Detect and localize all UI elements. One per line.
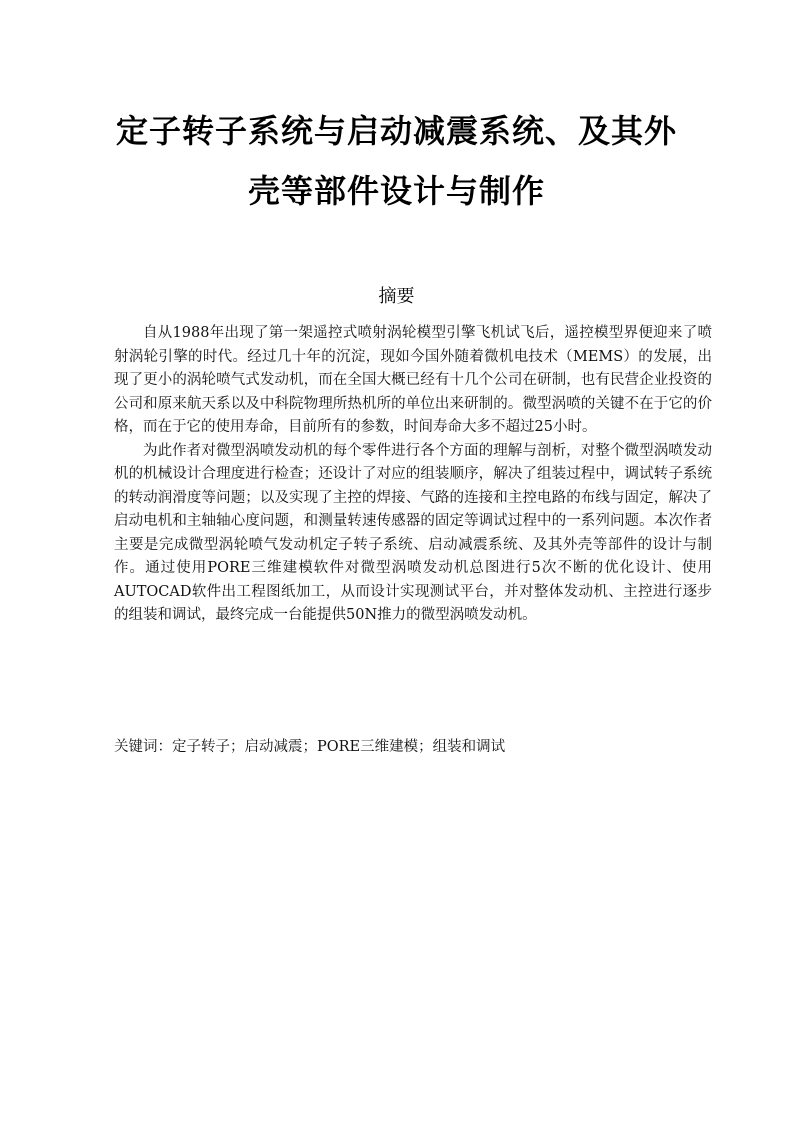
title-line-2: 壳等部件设计与制作	[247, 172, 545, 210]
abstract-paragraph-1: 自从1988年出现了第一架遥控式喷射涡轮模型引擎飞机试飞后，遥控模型界便迎来了喷射涡轮引擎的时代。经过几十年的沉淀，现如今国外随着微机电技术（MEMS）的发展，出现了更小的涡轮喷气式发动机，而在全国大概已经有十几个公司在研制，也有民营企业投资的公司和原来航天系以及中科院物理所热机所的单位出来研制的。微型涡喷的关键不在于它的价格，而在于它的使用寿命，目前所有的参数，时间寿命大多不超过25小时。	[114, 325, 712, 435]
abstract-paragraph-2: 为此作者对微型涡喷发动机的每个零件进行各个方面的理解与剖析，对整个微型涡喷发动机的机械设计合理度进行检查；还设计了对应的组装顺序，解决了组装过程中，调试转子系统的转动润滑度等问题；以及实现了主控的焊接、气路的连接和主控电路的布线与固定，解决了启动电机和主轴轴心度问题，和测量转速传感器的固定等调试过程中的一系列问题。本次作者主要是完成微型涡轮喷气发动机定子转子系统、启动减震系统、及其外壳等部件的设计与制作。通过使用PORE三维建模软件对微型涡喷发动机总图进行5次不断的优化设计、使用AUTOCAD软件出工程图纸加工，从而设计实现测试平台，并对整体发动机、主控进行逐步的组装和调试，最终完成一台能提供50N推力的微型涡喷发动机。	[114, 442, 712, 623]
abstract-body	[114, 322, 712, 628]
abstract-heading: 摘要	[378, 286, 415, 307]
keywords-line: 关键词：定子转子；启动减震；PORE三维建模；组装和调试	[114, 739, 506, 755]
title-line-1: 定子转子系统与启动减震系统、及其外	[115, 112, 677, 150]
